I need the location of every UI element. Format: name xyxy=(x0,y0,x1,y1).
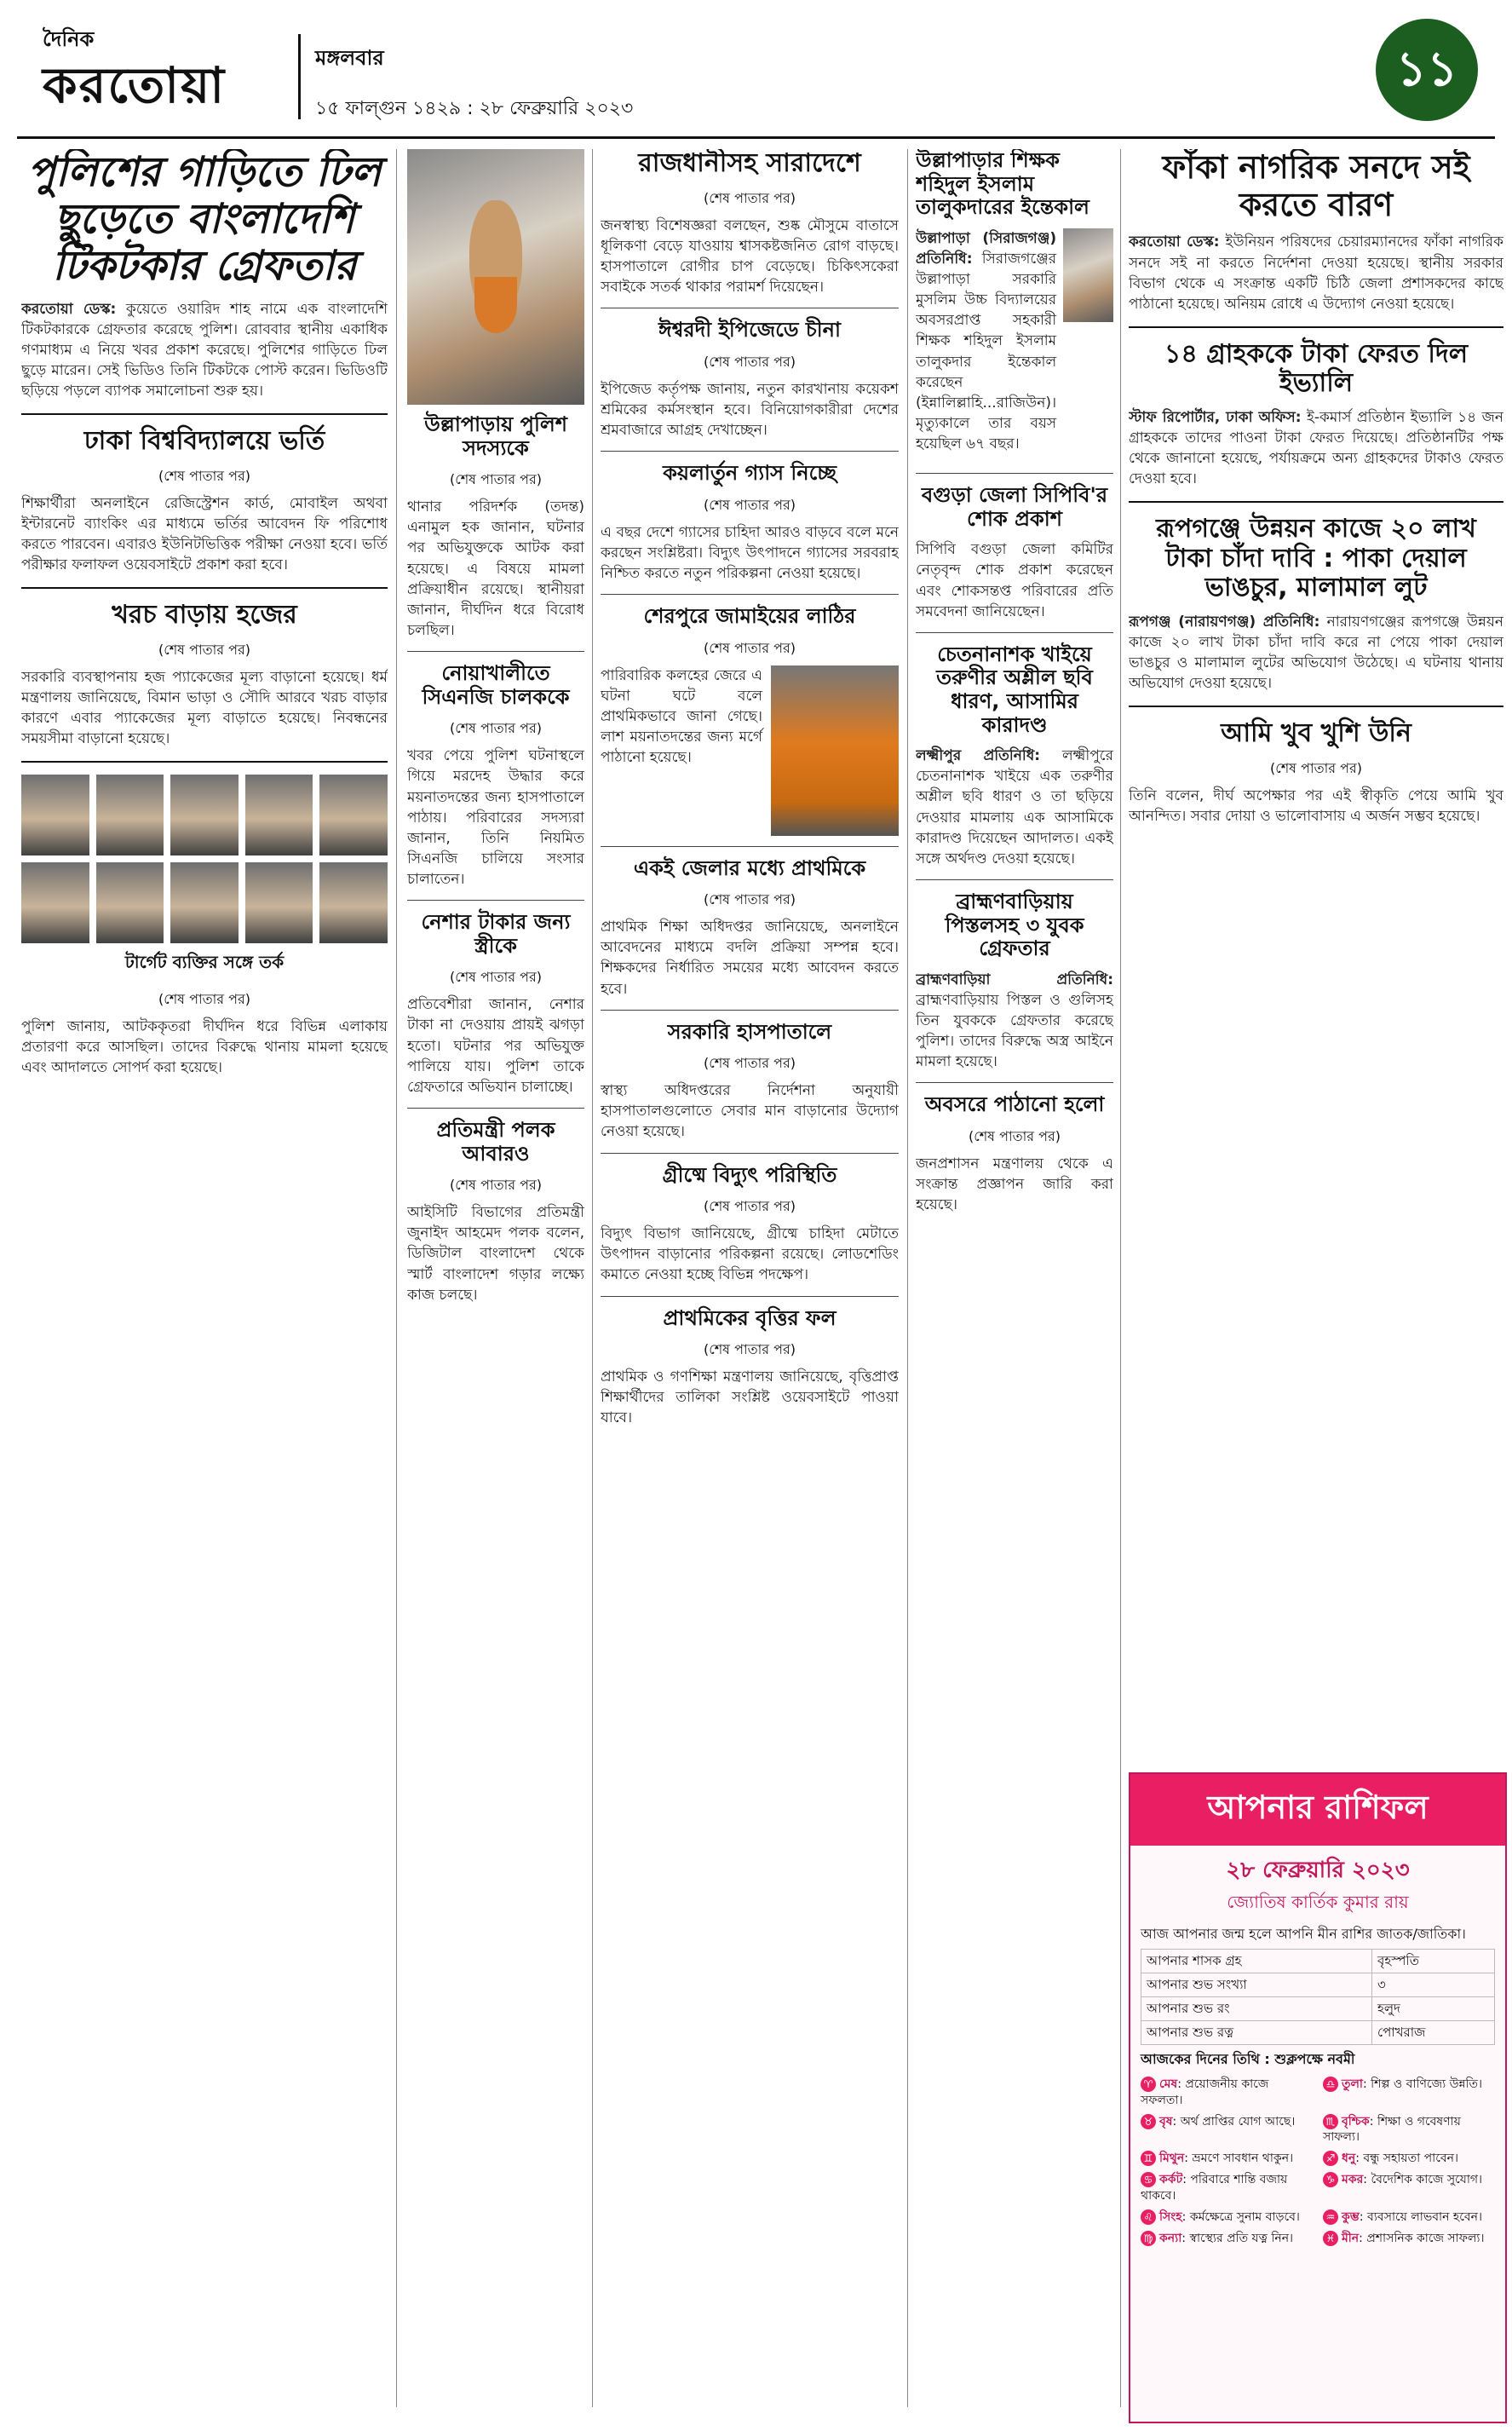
divider xyxy=(21,587,388,589)
suspect-photo xyxy=(21,862,89,943)
horoscope-title: আপনার রাশিফল xyxy=(1130,1774,1505,1846)
zodiac-icon: ♍ xyxy=(1141,2231,1156,2246)
article-text: জনপ্রশাসন মন্ত্রণালয় থেকে এ সংক্রান্ত প্রজ্ঞাপন জারি করা হয়েছে। xyxy=(916,1155,1113,1214)
article-text: শিক্ষার্থীরা অনলাইনে রেজিস্ট্রেশন কার্ড, মোবাইল অথবা ইন্টারনেট ব্যাংকিং এর মাধ্যমে ভর্তির আবেদন ফি পরিশোধ করতে পারবেন। এবারও ইউনিটভিত্তিক পরীক্ষা নেওয়া হবে। ভর্তি পরীক্ষার ফলাফল ওয়েবসাইটে প্রকাশ করা হবে। xyxy=(21,494,388,574)
suspect-photo xyxy=(319,862,388,943)
article-text: থানার পরিদর্শক (তদন্ত) এনামুল হক জানান, ঘটনার পর অভিযুক্তকে আটক করা হয়েছে। এ বিষয়ে মামলা প্রক্রিয়াধীন রয়েছে। স্থানীয়রা জানান, দীর্ঘদিন ধরে বিরোধ চলছিল। xyxy=(407,498,584,639)
zodiac-sign-list xyxy=(1130,2077,1505,2247)
zodiac-icon: ♊ xyxy=(1141,2151,1156,2166)
continued-label: (শেষ পাতার পর) xyxy=(1269,759,1363,776)
zodiac-sign: ♍ কন্যা: স্বাস্থ্যের প্রতি যত্ন নিন। xyxy=(1141,2231,1313,2247)
masthead-date: ১৫ ফাল্গুন ১৪২৯ : ২৮ ফেব্রুয়ারি ২০২৩ xyxy=(315,98,634,119)
suspect-photo xyxy=(96,775,164,855)
headline: অবসরে পাঠানো হলো xyxy=(924,1092,1105,1117)
article-with-photo xyxy=(601,665,899,836)
byline: স্টাফ রিপোর্টার, ঢাকা অফিস: xyxy=(1129,408,1302,426)
zodiac-icon: ♓ xyxy=(1323,2231,1338,2246)
article-body xyxy=(601,665,762,836)
column-3 xyxy=(601,149,899,2416)
article-body xyxy=(601,379,899,441)
continued-label: (শেষ পাতার পর) xyxy=(703,891,796,908)
article-text: ইউনিয়ন পরিষদের চেয়ারম্যানদের ফাঁকা নাগরিক সনদে সই না করতে নির্দেশনা দেওয়া হয়েছে। স্থানীয় সরকার বিভাগ থেকে এ সংক্রান্ত একটি চিঠি জেলা প্রশাসকদের কাছে পাঠানো হয়েছে। অনিয়ম রোধে এ উদ্যোগ নেওয়া হয়েছে। xyxy=(1129,233,1503,313)
continued-label: (শেষ পাতার পর) xyxy=(703,1341,796,1358)
headline: বগুড়া জেলা সিপিবি'র শোক প্রকাশ xyxy=(921,483,1108,531)
headline: ব্রাহ্মণবাড়িয়ায় পিস্তলসহ ৩ যুবক গ্রেফতার xyxy=(945,889,1084,961)
zodiac-sign: ♓ মীন: প্রশাসনিক কাজে সাফল্য। xyxy=(1323,2231,1495,2247)
article-body xyxy=(1129,612,1503,694)
divider xyxy=(1129,326,1503,328)
article-text: স্বাস্থ্য অধিদপ্তরের নির্দেশনা অনুযায়ী হাসপাতালগুলোতে সেবার মান বাড়ানোর উদ্যোগ নেওয়া হয়েছে। xyxy=(601,1082,899,1141)
headline: ঢাকা বিশ্ববিদ্যালয়ে ভর্তি xyxy=(83,426,325,457)
article-body xyxy=(407,497,584,641)
article-text: সিরাজগঞ্জের উল্লাপাড়া সরকারি মুসলিম উচ্চ বিদ্যালয়ের অবসরপ্রাপ্ত সহকারী শিক্ষক শহিদুল ইসলাম তালুকদার ইন্তেকাল করেছেন (ইন্নালিল্লাহি...রাজিউন)। মৃত্যুকালে তার বয়স হয়েছিল ৬৭ বছর। xyxy=(916,250,1057,453)
continued-label: (শেষ পাতার পর) xyxy=(449,720,543,737)
article-body xyxy=(407,746,584,890)
newspaper-logo: করতোয়া xyxy=(43,56,227,114)
divider xyxy=(601,1153,899,1154)
continued-label: (শেষ পাতার পর) xyxy=(703,496,796,513)
lead-headline: পুলিশের গাড়িতে ঢিল ছুড়েতে বাংলাদেশি টিকটকার গ্রেফতার xyxy=(27,149,382,291)
zodiac-sign: ♋ কর্কট: পরিবারে শান্তি বজায় থাকবে। xyxy=(1141,2173,1288,2203)
news-photo xyxy=(407,149,584,405)
horoscope-intro: আজ আপনার জন্ম হলে আপনি মীন রাশির জাতক/জাতিকা। xyxy=(1141,1926,1466,1942)
zodiac-sign: ♎ তুলা: শিল্প ও বাণিজ্যে উন্নতি। xyxy=(1323,2077,1495,2109)
table-row: আপনার শুভ রং হলুদ xyxy=(1141,1997,1495,2021)
article-text: লক্ষ্মীপুরে চেতনানাশক খাইয়ে এক তরুণীর অশ্লীল ছবি ধারণ ও তা ছড়িয়ে দেওয়ার মামলায় এক আসামিকে কারাদণ্ড দিয়েছেন আদালত। একই সঙ্গে অর্থদণ্ড দেওয়া হয়েছে। xyxy=(916,747,1113,867)
table-row: আপনার শাসক গ্রহ বৃহস্পতি xyxy=(1141,1950,1495,1973)
headline: উল্লাপাড়ার শিক্ষক শহিদুল ইসলাম তালুকদারের ইন্তেকাল xyxy=(916,149,1089,220)
divider xyxy=(916,1082,1113,1083)
zodiac-icon: ♉ xyxy=(1141,2114,1156,2129)
news-photo xyxy=(771,665,899,836)
article-text: তিনি বলেন, দীর্ঘ অপেক্ষার পর এই স্বীকৃতি পেয়ে আমি খুব আনন্দিত। সবার দোয়া ও ভালোবাসায় এ অর্জন সম্ভব হয়েছে। xyxy=(1129,786,1503,825)
headline: নেশার টাকার জন্য স্ত্রীকে xyxy=(421,910,571,958)
zodiac-icon: ♋ xyxy=(1141,2172,1156,2187)
article-body xyxy=(21,493,388,576)
zodiac-icon: ♑ xyxy=(1323,2172,1338,2187)
horoscope-date: ২৮ ফেব্রুয়ারি ২০২৩ xyxy=(1226,1858,1410,1883)
headline: রূপগঞ্জে উন্নয়ন কাজে ২০ লাখ টাকা চাঁদা দাবি : পাকা দেয়াল ভাঙচুর, মালামাল লুট xyxy=(1156,514,1476,603)
article-text: প্রাথমিক শিক্ষা অধিদপ্তর জানিয়েছে, অনলাইনে আবেদনের মাধ্যমে বদলি প্রক্রিয়া সম্পন্ন হবে। শিক্ষকদের নির্ধারিত সময়ের মধ্যে আবেদন করতে হবে। xyxy=(601,919,899,998)
byline: করতোয়া ডেস্ক: xyxy=(1129,233,1220,251)
article-body xyxy=(21,667,388,750)
divider xyxy=(21,413,388,415)
suspect-photo xyxy=(21,775,89,855)
continued-label: (শেষ পাতার পর) xyxy=(703,639,796,656)
headline: ১৪ গ্রাহককে টাকা ফেরত দিল ইভ্যালি xyxy=(1164,338,1469,399)
column-divider xyxy=(907,149,908,2407)
zodiac-sign: ♌ সিংহ: কর্মক্ষেত্রে সুনাম বাড়বে। xyxy=(1141,2209,1313,2226)
horoscope-box xyxy=(1129,1772,1507,2423)
headline: খরচ বাড়ায় হজের xyxy=(112,600,297,631)
suspect-photo xyxy=(245,862,313,943)
article-body xyxy=(601,1224,899,1285)
zodiac-icon: ♏ xyxy=(1323,2114,1338,2129)
suspect-photo xyxy=(245,775,313,855)
headline: প্রাথমিকের বৃত্তির ফল xyxy=(663,1305,836,1330)
article-body xyxy=(601,522,899,584)
continued-label: (শেষ পাতার পর) xyxy=(703,1198,796,1215)
byline: করতোয়া ডেস্ক: xyxy=(21,300,117,318)
portrait-photo xyxy=(1063,228,1113,322)
divider xyxy=(916,632,1113,633)
masthead-divider xyxy=(298,34,301,119)
article-text: ইপিজেড কর্তৃপক্ষ জানায়, নতুন কারখানায় কয়েকশ শ্রমিকের কর্মসংস্থান হবে। বিনিয়োগকারীরা দেশের শ্রমবাজারে আগ্রহ দেখাচ্ছেন। xyxy=(601,380,899,439)
article-body xyxy=(1129,407,1503,490)
byline: লক্ষ্মীপুর প্রতিনিধি: xyxy=(916,747,1041,765)
article-body xyxy=(916,746,1113,869)
zodiac-sign: ♊ মিথুন: ভ্রমণে সাবধান থাকুন। xyxy=(1141,2151,1313,2167)
headline: প্রতিমন্ত্রী পলক আবারও xyxy=(436,1117,555,1166)
article-with-photo xyxy=(916,228,1113,463)
article-body xyxy=(916,970,1113,1073)
divider xyxy=(601,451,899,452)
zodiac-icon: ♎ xyxy=(1323,2077,1338,2092)
headline: টার্গেট ব্যক্তির সঙ্গে তর্ক xyxy=(124,952,285,973)
zodiac-icon: ♌ xyxy=(1141,2209,1156,2225)
article-body xyxy=(1129,232,1503,314)
column-4 xyxy=(916,149,1113,2416)
column-5 xyxy=(1129,149,1503,1760)
suspects-photo-gallery xyxy=(21,775,388,943)
zodiac-sign: ♐ ধনু: বন্ধু সহায়তা পাবেন। xyxy=(1323,2151,1495,2167)
headline: কয়লার্তুন গ্যাস নিচ্ছে xyxy=(663,460,836,485)
masthead-day: মঙ্গলবার xyxy=(315,46,384,70)
continued-label: (শেষ পাতার পর) xyxy=(158,991,251,1008)
continued-label: (শেষ পাতার পর) xyxy=(703,189,796,206)
article-text: পারিবারিক কলহের জেরে এ ঘটনা ঘটে বলে প্রাথমিকভাবে জানা গেছে। লাশ ময়নাতদন্তের জন্য মর্গে পাঠানো হয়েছে। xyxy=(601,666,762,767)
divider xyxy=(916,473,1113,474)
article-text: জনস্বাস্থ্য বিশেষজ্ঞরা বলছেন, শুষ্ক মৌসুমে বাতাসে ধূলিকণা বেড়ে যাওয়ায় শ্বাসকষ্টজনিত রোগ বাড়ছে। হাসপাতালে রোগীর চাপ বেড়েছে। চিকিৎসকেরা সবাইকে সতর্ক থাকার পরামর্শ দিয়েছেন। xyxy=(601,216,899,296)
headline: চেতনানাশক খাইয়ে তরুণীর অশ্লীল ছবি ধারণ, আসামির কারাদণ্ড xyxy=(936,642,1093,737)
divider xyxy=(601,1296,899,1297)
article-body xyxy=(407,1202,584,1305)
article-text: প্রাথমিক ও গণশিক্ষা মন্ত্রণালয় জানিয়েছে, বৃত্তিপ্রাপ্ত শিক্ষার্থীদের তালিকা সংশ্লিষ্ট ওয়েবসাইটে পাওয়া যাবে। xyxy=(601,1368,899,1427)
article-body xyxy=(601,1367,899,1428)
divider xyxy=(601,594,899,595)
masthead xyxy=(17,9,1495,139)
divider xyxy=(407,1108,584,1109)
zodiac-sign: ♉ বৃষ: অর্থ প্রাপ্তির যোগ আছে। xyxy=(1141,2114,1313,2146)
continued-label: (শেষ পাতার পর) xyxy=(703,1055,796,1072)
article-body xyxy=(21,1017,388,1078)
continued-label: (শেষ পাতার পর) xyxy=(449,471,543,488)
article-body xyxy=(21,299,388,402)
column-divider xyxy=(592,149,593,2407)
article-body xyxy=(601,1080,899,1142)
headline: নোয়াখালীতে সিএনজি চালককে xyxy=(422,661,570,709)
divider xyxy=(601,846,899,847)
continued-label: (শেষ পাতার পর) xyxy=(449,969,543,986)
article-body xyxy=(601,216,899,298)
article-text: সিপিবি বগুড়া জেলা কমিটির নেতৃবৃন্দ শোক প্রকাশ করেছেন এবং শোকসন্তপ্ত পরিবারের প্রতি সমবেদনা জানিয়েছেন। xyxy=(916,541,1113,620)
article-text: ই-কমার্স প্রতিষ্ঠান ইভ্যালি ১৪ জন গ্রাহককে তাদের পাওনা টাকা ফেরত দিয়েছে। প্রতিষ্ঠানটির পক্ষ থেকে জানানো হয়েছে, পর্যায়ক্রমে অন্য গ্রাহকদের টাকাও ফেরত দেওয়া হবে। xyxy=(1129,408,1503,488)
article-text: প্রতিবেশীরা জানান, নেশার টাকা না দেওয়ায় প্রায়ই ঝগড়া হতো। ঘটনার পর অভিযুক্ত পালিয়ে যায়। পুলিশ তাকে গ্রেফতারে অভিযান চালাচ্ছে। xyxy=(407,996,584,1096)
byline: ব্রাহ্মণবাড়িয়া প্রতিনিধি: xyxy=(916,971,1113,988)
table-row: আপনার শুভ সংখ্যা ৩ xyxy=(1141,1973,1495,1997)
divider xyxy=(407,900,584,901)
headline: সরকারি হাসপাতালে xyxy=(667,1019,832,1044)
article-text: বিদ্যুৎ বিভাগ জানিয়েছে, গ্রীষ্মে চাহিদা মেটাতে উৎপাদন বাড়ানোর পরিকল্পনা রয়েছে। লোডশেডিং কমাতে নেওয়া হচ্ছে বিভিন্ন পদক্ষেপ। xyxy=(601,1225,899,1284)
zodiac-icon: ♈ xyxy=(1141,2077,1156,2092)
table-row: আপনার শুভ রত্ন পোখরাজ xyxy=(1141,2021,1495,2045)
headline: রাজধানীসহ সারাদেশে xyxy=(638,149,861,178)
suspect-photo xyxy=(319,775,388,855)
divider xyxy=(601,1010,899,1011)
horoscope-table-wrapper xyxy=(1130,1949,1505,2045)
divider xyxy=(1129,501,1503,503)
article-text: নারায়ণগঞ্জের রূপগঞ্জে উন্নয়ন কাজে ২০ লাখ টাকা চাঁদা দাবি করে না পেয়ে পাকা দেয়াল ভাঙচুর ও মালামাল লুটের অভিযোগ উঠেছে। এ ঘটনায় থানায় অভিযোগ দেওয়া হয়েছে। xyxy=(1129,613,1503,693)
article-text: ব্রাহ্মণবাড়িয়ায় পিস্তল ও গুলিসহ তিন যুবককে গ্রেফতার করেছে পুলিশ। তাদের বিরুদ্ধে অস্ত্র আইনে মামলা হয়েছে। xyxy=(916,991,1113,1071)
headline: আমি খুব খুশি উনি xyxy=(1221,718,1411,749)
article-body xyxy=(916,1154,1113,1215)
horoscope-author: জ্যোতিষ কার্তিক কুমার রায় xyxy=(1227,1892,1409,1912)
zodiac-sign: ♏ বৃশ্চিক: শিক্ষা ও গবেষণায় সাফল্য। xyxy=(1323,2114,1461,2145)
continued-label: (শেষ পাতার পর) xyxy=(158,641,251,658)
continued-label: (শেষ পাতার পর) xyxy=(968,1127,1061,1144)
zodiac-sign: ♈ মেষ: প্রয়োজনীয় কাজে সফলতা। xyxy=(1141,2077,1269,2107)
horoscope-tithi: আজকের দিনের তিথি : শুক্লপক্ষে নবমী xyxy=(1141,2051,1355,2068)
byline: রূপগঞ্জ (নারায়ণগঞ্জ) প্রতিনিধি: xyxy=(1129,613,1320,631)
continued-label: (শেষ পাতার পর) xyxy=(158,467,251,484)
headline: একই জেলার মধ্যে প্রাথমিকে xyxy=(633,855,866,880)
article-text: কুয়েতে ওয়ারিদ শাহ নামে এক বাংলাদেশি টিকটকারকে গ্রেফতার করেছে পুলিশ। রোববার স্থানীয় একাধিক গণমাধ্যম এ নিয়ে খবর প্রকাশ করেছে। পুলিশের গাড়িতে ঢিল ছুড়ে মারেন। সেই ভিডিও তিনি টিকটকে পোস্ট করেন। ভিডিওটি ছড়িয়ে পড়লে ব্যাপক সমালোচনা শুরু হয়। xyxy=(21,300,388,400)
headline: উল্লাপাড়ায় পুলিশ সদস্যকে xyxy=(424,412,567,460)
headline: ফাঁকা নাগরিক সনদে সই করতে বারণ xyxy=(1162,149,1470,223)
article-text: খবর পেয়ে পুলিশ ঘটনাস্থলে গিয়ে মরদেহ উদ্ধার করে ময়নাতদন্তের জন্য হাসপাতালে পাঠায়। পরিবারের সদস্যরা জানান, তিনি নিয়মিত সিএনজি চালিয়ে সংসার চালাতেন। xyxy=(407,747,584,888)
zodiac-sign: ♒ কুম্ভ: ব্যবসায়ে লাভবান হবেন। xyxy=(1323,2209,1495,2226)
divider xyxy=(1129,706,1503,707)
article-body xyxy=(916,539,1113,622)
zodiac-icon: ♐ xyxy=(1323,2151,1338,2166)
column-2 xyxy=(407,149,584,2416)
suspect-photo xyxy=(170,862,239,943)
logo-small: দৈনিক xyxy=(43,27,95,51)
column-divider xyxy=(1120,149,1121,2407)
headline: শেরপুরে জামাইয়ের লাঠির xyxy=(643,603,856,628)
horoscope-table xyxy=(1141,1949,1495,2045)
article-text: আইসিটি বিভাগের প্রতিমন্ত্রী জুনাইদ আহমেদ পলক বলেন, ডিজিটাল বাংলাদেশ থেকে স্মার্ট বাংলাদেশ গড়ার লক্ষ্যে কাজ চলছে। xyxy=(407,1204,584,1304)
article-body xyxy=(407,994,584,1097)
divider xyxy=(407,651,584,652)
zodiac-icon: ♒ xyxy=(1323,2209,1338,2225)
zodiac-sign: ♑ মকর: বৈদেশিক কাজে সুযোগ। xyxy=(1323,2172,1495,2204)
column-divider xyxy=(396,149,397,2407)
column-1 xyxy=(21,149,388,2416)
divider xyxy=(916,879,1113,880)
article-body xyxy=(916,228,1056,463)
headline: গ্রীষ্মে বিদ্যুৎ পরিস্থিতি xyxy=(662,1162,837,1187)
headline: ঈশ্বরদী ইপিজেডে চীনা xyxy=(658,318,841,342)
continued-label: (শেষ পাতার পর) xyxy=(449,1177,543,1194)
article-text: এ বছর দেশে গ্যাসের চাহিদা আরও বাড়বে বলে মনে করছেন সংশ্লিষ্টরা। বিদ্যুৎ উৎপাদনে গ্যাসের সরবরাহ নিশ্চিত করতে নতুন পরিকল্পনা নেওয়া হয়েছে। xyxy=(601,523,899,582)
divider xyxy=(21,761,388,763)
continued-label: (শেষ পাতার পর) xyxy=(703,353,796,370)
suspect-photo xyxy=(96,862,164,943)
byline: উল্লাপাড়া (সিরাজগঞ্জ) প্রতিনিধি: xyxy=(916,229,1057,268)
article-body xyxy=(1129,786,1503,827)
article-body xyxy=(601,917,899,999)
article-text: সরকারি ব্যবস্থাপনায় হজ প্যাকেজের মূল্য বাড়ানো হয়েছে। ধর্ম মন্ত্রণালয় জানিয়েছে, বিমান ভাড়া ও সৌদি আরবে খরচ বাড়ার কারণে এবার প্যাকেজের মূল্য বাড়াতে হয়েছে। নিবন্ধনের সময়সীমা বাড়ানো হয়েছে। xyxy=(21,668,388,748)
page-number-badge: ১১ xyxy=(1376,19,1478,121)
suspect-photo xyxy=(170,775,239,855)
article-text: পুলিশ জানায়, আটককৃতরা দীর্ঘদিন ধরে বিভিন্ন এলাকায় প্রতারণা করে আসছিল। তাদের বিরুদ্ধে থানায় মামলা হয়েছে এবং আদালতে সোপর্দ করা হয়েছে। xyxy=(21,1018,388,1077)
